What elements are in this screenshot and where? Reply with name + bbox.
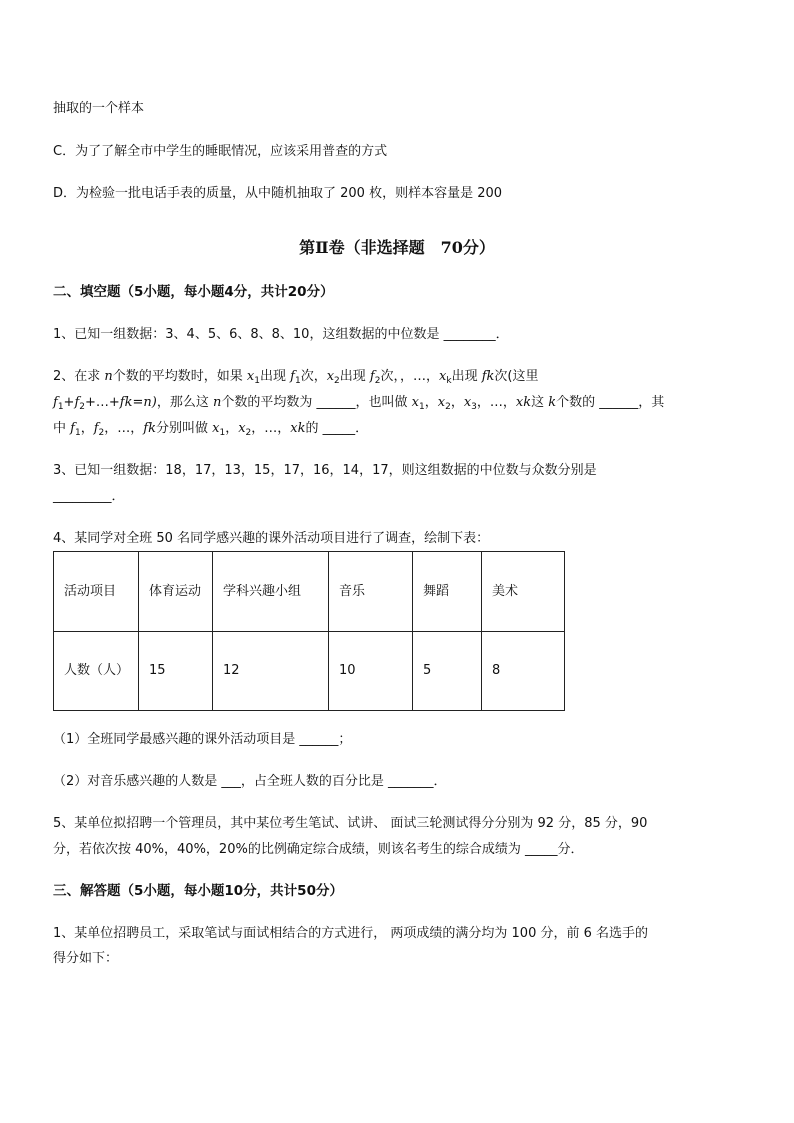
- option-d: D．为检验一批电话手表的质量，从中随机抽取了 200 枚，则样本容量是 200: [53, 186, 503, 201]
- question-4-intro: 4、某同学对全班 50 名同学感兴趣的课外活动项目进行了调查，绘制下表：: [53, 531, 490, 546]
- question-1: 1、已知一组数据：3、4、5、6、8、8、10，这组数据的中位数是 ________．: [53, 327, 509, 342]
- table-header-cell: 美术: [482, 552, 565, 632]
- question-3-line-1: 3、已知一组数据：18，17，13，15，17，16，14，17，则这组数据的中位数与众数分别是: [53, 463, 597, 478]
- table-row: [54, 632, 565, 711]
- answer-question-1-line-2: 得分如下：: [53, 951, 119, 966]
- table-header-cell: 体育运动: [139, 552, 213, 632]
- table-cell: 10: [329, 632, 413, 711]
- option-c: C．为了了解全市中学生的睡眠情况，应该采用普查的方式: [53, 144, 388, 159]
- question-5-line-2: 分，若依次按 40%，40%，20%的比例确定综合成绩，则该名考生的综合成绩为 _____分．: [53, 842, 584, 857]
- table-row-label: 人数（人）: [54, 632, 139, 711]
- table-header-cell: 活动项目: [54, 552, 139, 632]
- table-cell: 5: [413, 632, 482, 711]
- table-cell: 12: [213, 632, 329, 711]
- fill-section-heading: 二、填空题（5小题，每小题4分，共计20分）: [53, 284, 334, 300]
- question-2-line-3: 中 $f_1$，$f_2$，…，fk分别叫做 $x_1$，$x_2$，…，xk的 _____．: [53, 421, 369, 438]
- question-4-sub-1: （1）全班同学最感兴趣的课外活动项目是 ______；: [53, 732, 352, 747]
- table-cell: 8: [482, 632, 565, 711]
- answer-section-heading: 三、解答题（5小题，每小题10分，共计50分）: [53, 883, 343, 899]
- activity-survey-table: [53, 551, 565, 711]
- table-header-cell: 音乐: [329, 552, 413, 632]
- question-3-line-2: _________．: [53, 489, 125, 504]
- table-row: [54, 552, 565, 632]
- table-cell: 15: [139, 632, 213, 711]
- table-header-cell: 学科兴趣小组: [213, 552, 329, 632]
- option-b-continuation: 抽取的一个样本: [53, 101, 145, 116]
- answer-question-1-line-1: 1、某单位招聘员工，采取笔试与面试相结合的方式进行， 两项成绩的满分均为 100 分，前 6 名选手的: [53, 926, 649, 941]
- part-title: 第Ⅱ卷（非选择题 70分）: [299, 238, 495, 257]
- question-4-sub-2: （2）对音乐感兴趣的人数是 ___，占全班人数的百分比是 _______．: [53, 774, 447, 789]
- question-5-line-1: 5、某单位拟招聘一个管理员，其中某位考生笔试、试讲、 面试三轮测试得分分别为 92 分，85 分，90: [53, 816, 648, 831]
- question-2-line-2: $f_1+f_2+\dots+fk=n$)，那么这 n个数的平均数为 ______，也叫做 $x_1$，$x_2$，$x_3$，…，xk这 k个数的 ______，其: [53, 395, 665, 412]
- table-header-cell: 舞蹈: [413, 552, 482, 632]
- question-2-line-1: 2、在求 n个数的平均数时，如果 $x_1$出现 $f_1$次，$x_2$出现 $f_2$次，，…，$x_k$出现 fk次(这里: [53, 369, 539, 386]
